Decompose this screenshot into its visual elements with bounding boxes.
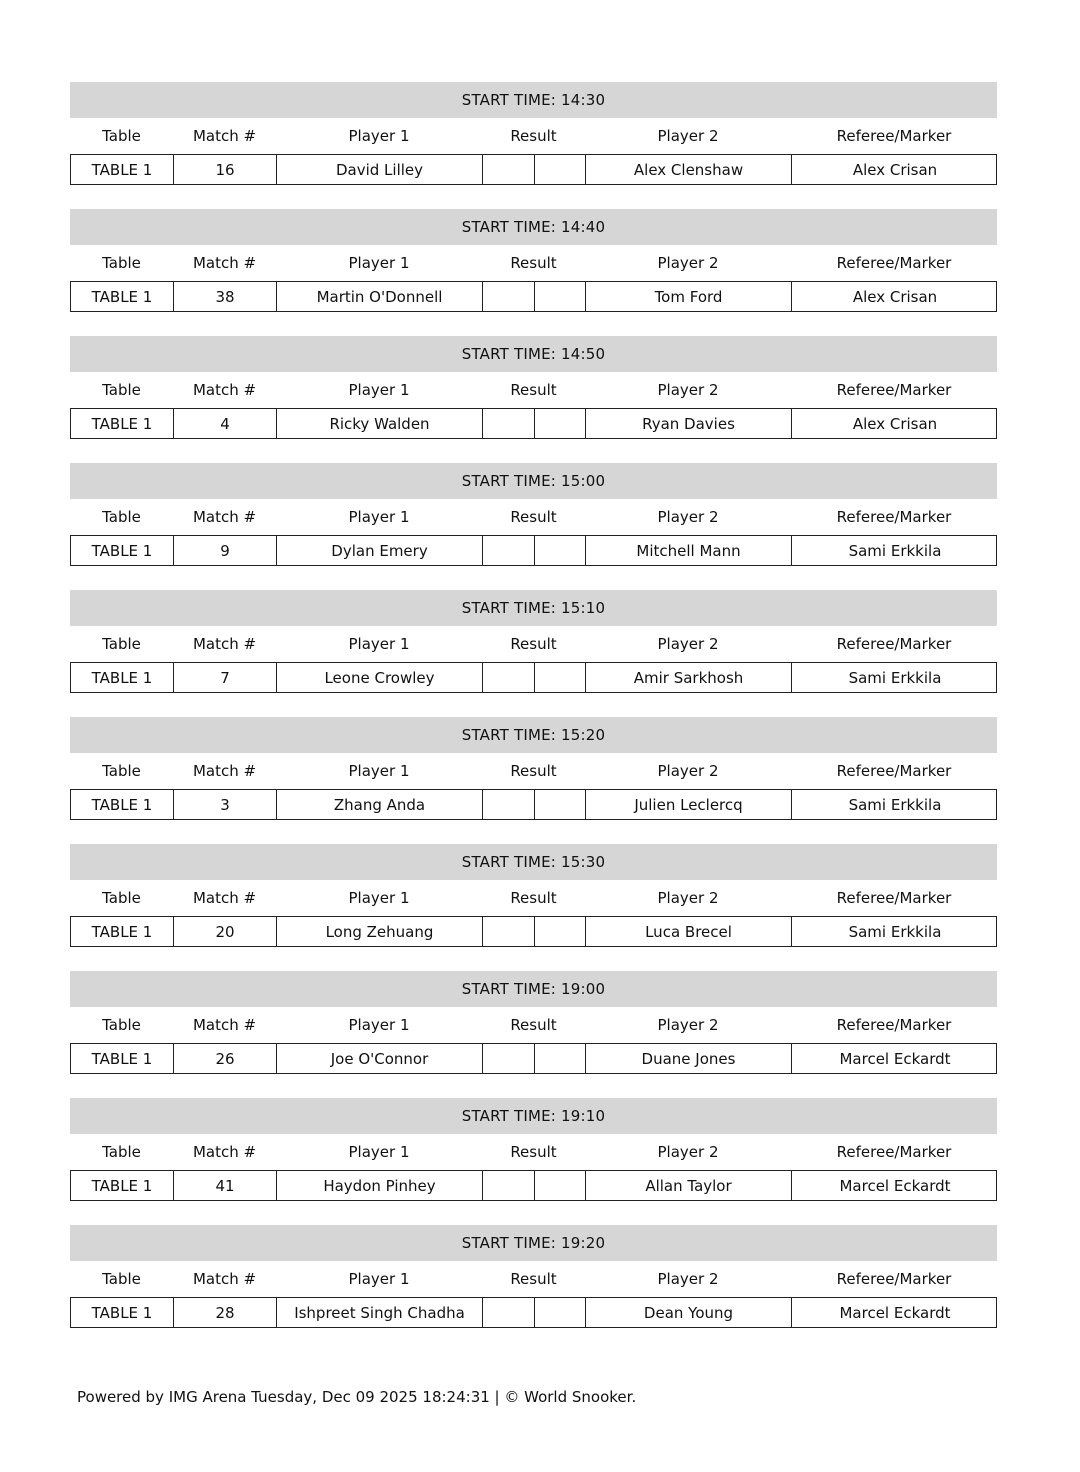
cell-player1: Ricky Walden	[277, 409, 483, 438]
start-time-label: START TIME:	[461, 91, 557, 109]
header-referee: Referee/Marker	[836, 1270, 952, 1288]
session-block	[70, 1225, 997, 1352]
cell-score-player1	[483, 1298, 535, 1327]
header-result: Result	[510, 381, 557, 399]
cell-player2: Duane Jones	[586, 1044, 792, 1073]
header-table: Table	[102, 508, 141, 526]
start-time-bar	[70, 971, 997, 1007]
cell-player2: Alex Clenshaw	[586, 155, 792, 184]
cell-score-player2	[535, 536, 586, 565]
cell-table: TABLE 1	[71, 282, 174, 311]
cell-score-player1	[483, 282, 535, 311]
cell-referee: Marcel Eckardt	[839, 1049, 951, 1068]
column-headers	[70, 1134, 997, 1170]
session-block	[70, 463, 997, 590]
start-time-value: 15:00	[561, 472, 606, 490]
header-referee: Referee/Marker	[836, 508, 952, 526]
column-headers	[70, 753, 997, 789]
cell-player2: Luca Brecel	[586, 917, 792, 946]
cell-table: TABLE 1	[71, 1171, 174, 1200]
cell-referee: Alex Crisan	[852, 414, 938, 433]
start-time-bar	[70, 336, 997, 372]
session-block	[70, 590, 997, 717]
header-player1: Player 1	[348, 381, 410, 399]
column-headers	[70, 626, 997, 662]
cell-score-player1	[483, 536, 535, 565]
cell-player2: Dean Young	[586, 1298, 792, 1327]
header-result: Result	[510, 762, 557, 780]
cell-table: TABLE 1	[71, 155, 174, 184]
cell-referee: Marcel Eckardt	[839, 1303, 951, 1322]
header-table: Table	[102, 1143, 141, 1161]
cell-referee: Sami Erkkila	[848, 922, 942, 941]
header-player2: Player 2	[657, 127, 719, 145]
start-time-value: 19:10	[561, 1107, 606, 1125]
cell-player2: Allan Taylor	[586, 1171, 792, 1200]
header-result: Result	[510, 635, 557, 653]
cell-player1: Martin O'Donnell	[277, 282, 483, 311]
cell-score-player2	[535, 282, 586, 311]
start-time-bar	[70, 463, 997, 499]
cell-player1: Ishpreet Singh Chadha	[277, 1298, 483, 1327]
header-match: Match #	[192, 635, 257, 653]
header-result: Result	[510, 127, 557, 145]
cell-player1: Long Zehuang	[277, 917, 483, 946]
cell-match-number: 41	[174, 1171, 277, 1200]
header-player1: Player 1	[348, 127, 410, 145]
start-time-value: 14:40	[561, 218, 606, 236]
cell-player2: Tom Ford	[586, 282, 792, 311]
column-headers	[70, 245, 997, 281]
start-time-label: START TIME:	[461, 1234, 557, 1252]
schedule	[70, 82, 997, 1352]
column-headers	[70, 1261, 997, 1297]
header-player2: Player 2	[657, 889, 719, 907]
header-player2: Player 2	[657, 1143, 719, 1161]
cell-referee: Marcel Eckardt	[839, 1176, 951, 1195]
header-match: Match #	[192, 889, 257, 907]
match-row	[70, 789, 997, 820]
start-time-value: 14:50	[561, 345, 606, 363]
cell-score-player1	[483, 663, 535, 692]
header-result: Result	[510, 1270, 557, 1288]
header-match: Match #	[192, 1016, 257, 1034]
cell-match-number: 16	[174, 155, 277, 184]
cell-player1: Zhang Anda	[277, 790, 483, 819]
header-table: Table	[102, 889, 141, 907]
header-player1: Player 1	[348, 762, 410, 780]
header-player1: Player 1	[348, 1270, 410, 1288]
cell-score-player1	[483, 1171, 535, 1200]
header-referee: Referee/Marker	[836, 1143, 952, 1161]
start-time-bar	[70, 590, 997, 626]
column-headers	[70, 1007, 997, 1043]
header-table: Table	[102, 127, 141, 145]
column-headers	[70, 499, 997, 535]
cell-player2: Julien Leclercq	[586, 790, 792, 819]
start-time-label: START TIME:	[461, 726, 557, 744]
header-table: Table	[102, 635, 141, 653]
header-player1: Player 1	[348, 635, 410, 653]
match-row	[70, 281, 997, 312]
match-row	[70, 1043, 997, 1074]
cell-player1: Dylan Emery	[277, 536, 483, 565]
header-player1: Player 1	[348, 254, 410, 272]
cell-match-number: 7	[174, 663, 277, 692]
cell-player2: Amir Sarkhosh	[586, 663, 792, 692]
header-referee: Referee/Marker	[836, 381, 952, 399]
header-table: Table	[102, 254, 141, 272]
cell-match-number: 20	[174, 917, 277, 946]
header-player2: Player 2	[657, 762, 719, 780]
start-time-label: START TIME:	[461, 1107, 557, 1125]
start-time-value: 15:20	[561, 726, 606, 744]
match-row	[70, 916, 997, 947]
start-time-label: START TIME:	[461, 345, 557, 363]
header-match: Match #	[192, 1143, 257, 1161]
header-match: Match #	[192, 1270, 257, 1288]
header-player1: Player 1	[348, 1143, 410, 1161]
start-time-value: 19:20	[561, 1234, 606, 1252]
session-block	[70, 1098, 997, 1225]
cell-table: TABLE 1	[71, 1044, 174, 1073]
header-referee: Referee/Marker	[836, 635, 952, 653]
start-time-value: 15:10	[561, 599, 606, 617]
start-time-value: 15:30	[561, 853, 606, 871]
start-time-value: 14:30	[561, 91, 606, 109]
cell-player2: Mitchell Mann	[586, 536, 792, 565]
header-player2: Player 2	[657, 1270, 719, 1288]
start-time-bar	[70, 844, 997, 880]
start-time-label: START TIME:	[461, 980, 557, 998]
cell-match-number: 38	[174, 282, 277, 311]
cell-table: TABLE 1	[71, 663, 174, 692]
column-headers	[70, 118, 997, 154]
cell-score-player1	[483, 790, 535, 819]
header-result: Result	[510, 508, 557, 526]
header-referee: Referee/Marker	[836, 127, 952, 145]
session-block	[70, 82, 997, 209]
header-player1: Player 1	[348, 508, 410, 526]
start-time-label: START TIME:	[461, 472, 557, 490]
cell-score-player1	[483, 1044, 535, 1073]
cell-table: TABLE 1	[71, 917, 174, 946]
column-headers	[70, 372, 997, 408]
start-time-value: 19:00	[561, 980, 606, 998]
start-time-bar	[70, 209, 997, 245]
cell-table: TABLE 1	[71, 1298, 174, 1327]
header-match: Match #	[192, 254, 257, 272]
session-block	[70, 971, 997, 1098]
header-referee: Referee/Marker	[836, 889, 952, 907]
match-row	[70, 535, 997, 566]
header-player1: Player 1	[348, 1016, 410, 1034]
cell-match-number: 9	[174, 536, 277, 565]
match-row	[70, 662, 997, 693]
session-block	[70, 717, 997, 844]
start-time-label: START TIME:	[461, 599, 557, 617]
header-referee: Referee/Marker	[836, 762, 952, 780]
start-time-bar	[70, 717, 997, 753]
cell-score-player2	[535, 917, 586, 946]
cell-score-player1	[483, 155, 535, 184]
match-row	[70, 1170, 997, 1201]
footer-credit: Powered by IMG Arena Tuesday, Dec 09 2025 18:24:31 | © World Snooker.	[77, 1388, 637, 1406]
session-block	[70, 844, 997, 971]
header-result: Result	[510, 1016, 557, 1034]
start-time-label: START TIME:	[461, 853, 557, 871]
header-table: Table	[102, 762, 141, 780]
header-match: Match #	[192, 762, 257, 780]
header-player2: Player 2	[657, 635, 719, 653]
header-player2: Player 2	[657, 254, 719, 272]
header-result: Result	[510, 254, 557, 272]
header-table: Table	[102, 381, 141, 399]
column-headers	[70, 880, 997, 916]
cell-table: TABLE 1	[71, 409, 174, 438]
header-referee: Referee/Marker	[836, 1016, 952, 1034]
cell-player1: David Lilley	[277, 155, 483, 184]
cell-player1: Leone Crowley	[277, 663, 483, 692]
cell-score-player2	[535, 409, 586, 438]
header-player1: Player 1	[348, 889, 410, 907]
cell-referee: Sami Erkkila	[848, 541, 942, 560]
cell-referee: Alex Crisan	[852, 287, 938, 306]
cell-score-player2	[535, 663, 586, 692]
header-player2: Player 2	[657, 508, 719, 526]
header-player2: Player 2	[657, 381, 719, 399]
cell-score-player2	[535, 1044, 586, 1073]
cell-match-number: 4	[174, 409, 277, 438]
start-time-bar	[70, 1098, 997, 1134]
match-row	[70, 1297, 997, 1328]
header-table: Table	[102, 1016, 141, 1034]
session-block	[70, 209, 997, 336]
cell-score-player2	[535, 1171, 586, 1200]
header-match: Match #	[192, 508, 257, 526]
header-result: Result	[510, 1143, 557, 1161]
start-time-label: START TIME:	[461, 218, 557, 236]
header-match: Match #	[192, 381, 257, 399]
session-block	[70, 336, 997, 463]
cell-referee: Sami Erkkila	[848, 668, 942, 687]
cell-score-player2	[535, 1298, 586, 1327]
cell-table: TABLE 1	[71, 790, 174, 819]
header-referee: Referee/Marker	[836, 254, 952, 272]
cell-score-player1	[483, 917, 535, 946]
cell-referee: Alex Crisan	[852, 160, 938, 179]
cell-player1: Haydon Pinhey	[277, 1171, 483, 1200]
cell-score-player1	[483, 409, 535, 438]
cell-referee: Sami Erkkila	[848, 795, 942, 814]
cell-match-number: 26	[174, 1044, 277, 1073]
start-time-bar	[70, 82, 997, 118]
cell-match-number: 3	[174, 790, 277, 819]
match-row	[70, 154, 997, 185]
match-row	[70, 408, 997, 439]
cell-table: TABLE 1	[71, 536, 174, 565]
cell-score-player2	[535, 155, 586, 184]
header-result: Result	[510, 889, 557, 907]
header-match: Match #	[192, 127, 257, 145]
cell-score-player2	[535, 790, 586, 819]
header-table: Table	[102, 1270, 141, 1288]
start-time-bar	[70, 1225, 997, 1261]
cell-match-number: 28	[174, 1298, 277, 1327]
cell-player2: Ryan Davies	[586, 409, 792, 438]
cell-player1: Joe O'Connor	[277, 1044, 483, 1073]
header-player2: Player 2	[657, 1016, 719, 1034]
